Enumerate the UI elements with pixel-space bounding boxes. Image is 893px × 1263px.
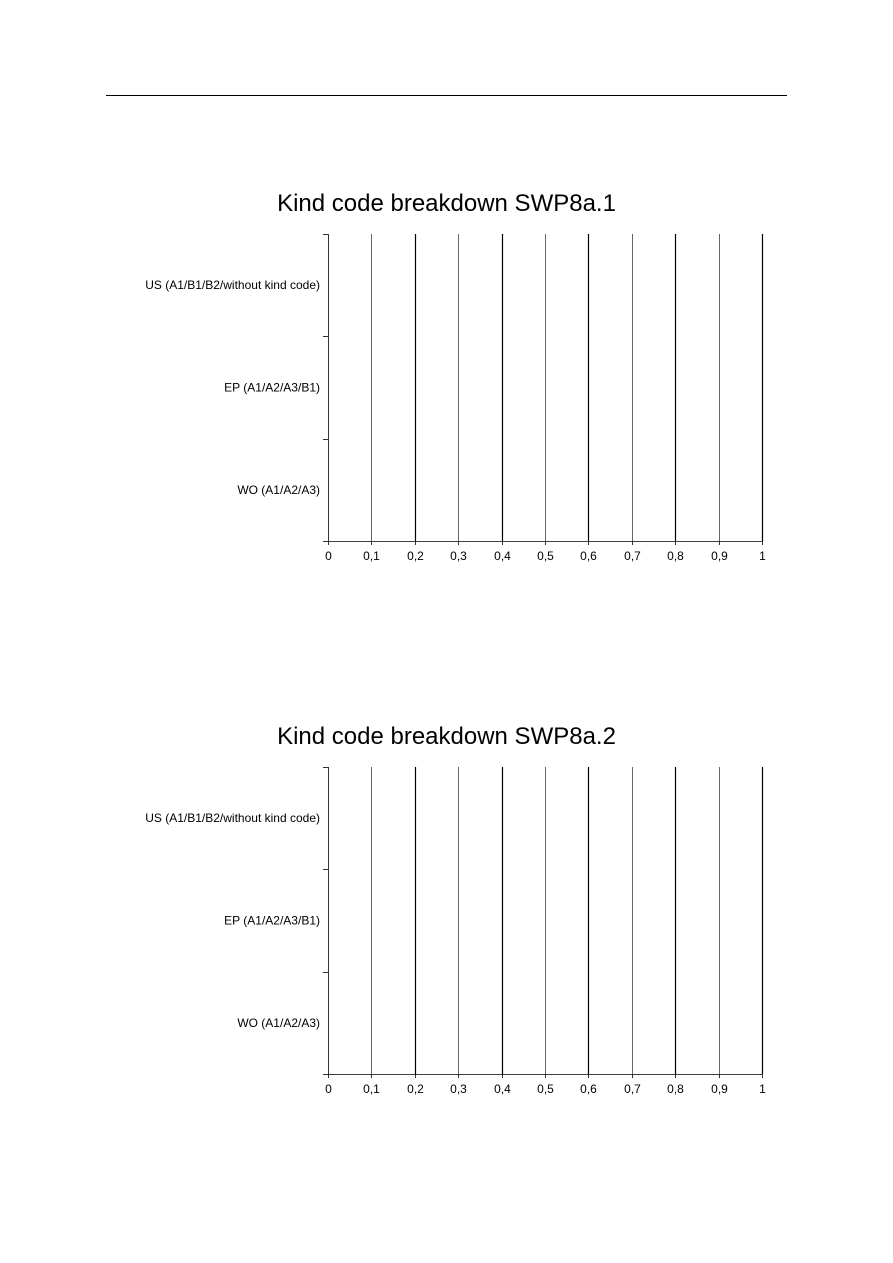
x-tick-label: 0,9 <box>711 549 728 563</box>
x-tick-label: 0,3 <box>450 549 467 563</box>
x-tick-label: 0,5 <box>537 549 554 563</box>
x-tick-label: 1 <box>759 549 766 563</box>
x-tick-label: 0,8 <box>667 1082 684 1096</box>
x-tick-label: 0 <box>325 549 332 563</box>
y-category-label: WO (A1/A2/A3) <box>237 482 320 497</box>
x-tick-label: 0,6 <box>580 1082 597 1096</box>
chart-1 <box>0 225 893 575</box>
x-tick-label: 0,1 <box>363 1082 380 1096</box>
y-category-label: US (A1/B1/B2/without kind code) <box>145 811 320 826</box>
y-category-label: EP (A1/A2/A3/B1) <box>224 380 320 395</box>
y-category-label: WO (A1/A2/A3) <box>237 1015 320 1030</box>
x-tick-label: 0,4 <box>494 1082 511 1096</box>
chart-2 <box>0 758 893 1108</box>
chart-2-title: Kind code breakdown SWP8a.2 <box>277 723 616 750</box>
x-tick-label: 1 <box>759 1082 766 1096</box>
y-category-label: US (A1/B1/B2/without kind code) <box>145 278 320 293</box>
page-header-rule <box>106 95 787 96</box>
x-tick-label: 0,5 <box>537 1082 554 1096</box>
x-tick-label: 0,7 <box>624 549 641 563</box>
x-tick-label: 0,6 <box>580 549 597 563</box>
x-tick-label: 0,4 <box>494 549 511 563</box>
x-tick-label: 0,8 <box>667 549 684 563</box>
x-tick-label: 0,2 <box>407 549 424 563</box>
x-tick-label: 0,2 <box>407 1082 424 1096</box>
x-tick-label: 0,1 <box>363 549 380 563</box>
x-tick-label: 0,7 <box>624 1082 641 1096</box>
x-tick-label: 0,3 <box>450 1082 467 1096</box>
y-category-label: EP (A1/A2/A3/B1) <box>224 913 320 928</box>
x-tick-label: 0 <box>325 1082 332 1096</box>
chart-1-title: Kind code breakdown SWP8a.1 <box>277 190 616 217</box>
x-tick-label: 0,9 <box>711 1082 728 1096</box>
